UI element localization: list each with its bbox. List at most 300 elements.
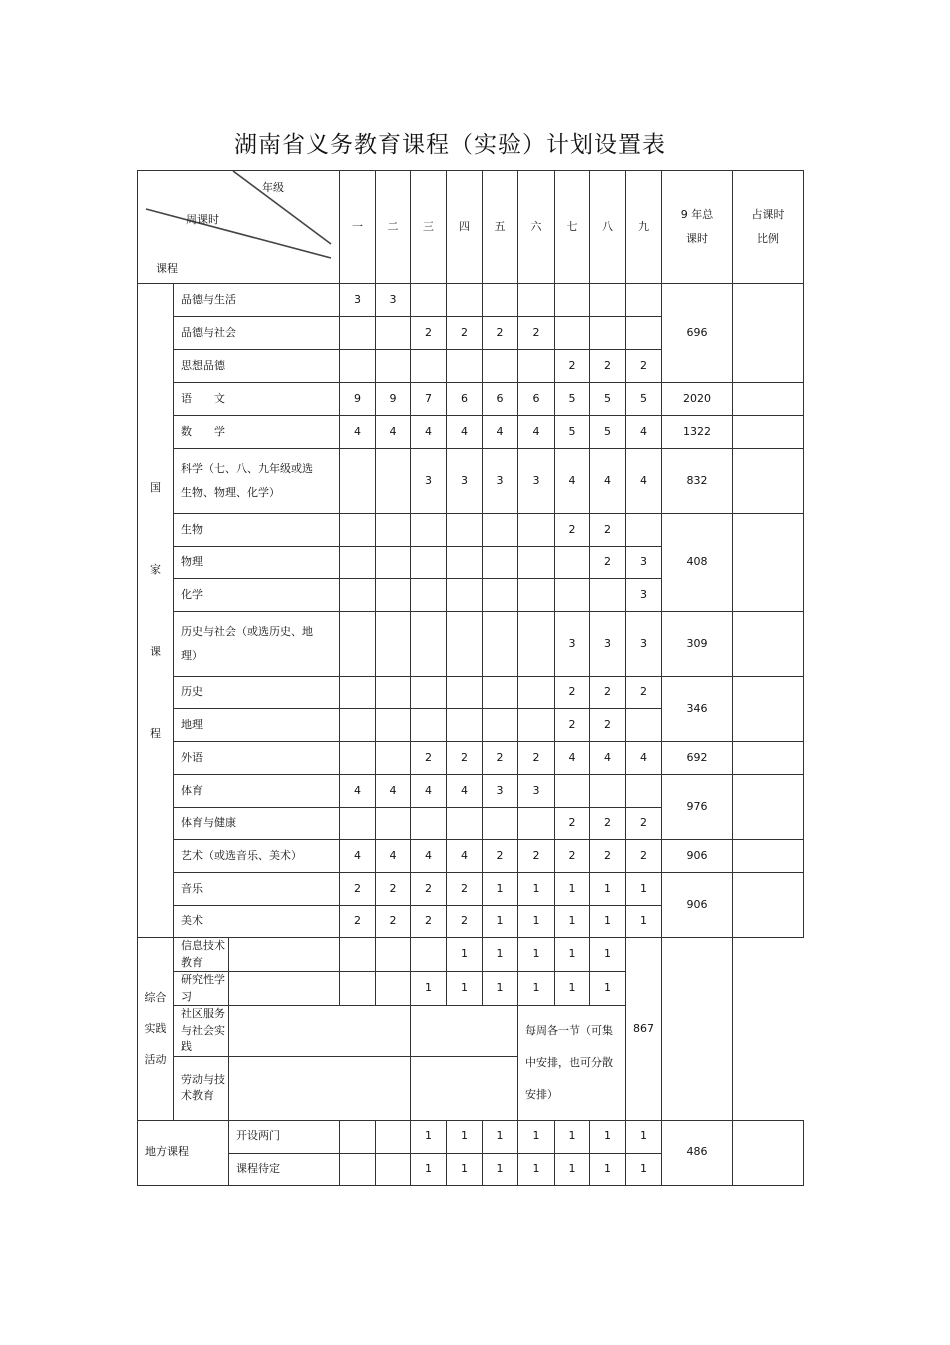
value-cell: 2 <box>411 317 447 350</box>
value-cell: 2 <box>411 906 447 938</box>
value-cell <box>340 514 376 547</box>
value-cell <box>340 350 376 383</box>
value-cell <box>411 579 447 612</box>
value-cell: 3 <box>483 775 518 808</box>
value-cell <box>376 677 411 709</box>
ratio-cell <box>733 449 804 514</box>
total-hours-cell: 976 <box>662 775 733 840</box>
value-cell: 2 <box>340 906 376 938</box>
value-cell <box>555 547 590 579</box>
value-cell <box>340 938 376 972</box>
value-cell <box>555 775 590 808</box>
value-cell <box>376 1153 411 1185</box>
value-cell: 4 <box>555 449 590 514</box>
value-cell: 3 <box>555 612 590 677</box>
value-cell <box>411 612 447 677</box>
total-hours-cell: 486 <box>662 1120 733 1185</box>
empty-cell <box>411 1056 518 1120</box>
value-cell: 1 <box>411 972 447 1006</box>
value-cell <box>340 579 376 612</box>
value-cell: 2 <box>590 808 626 840</box>
comprehensive-label-line: 实践 <box>144 1022 167 1036</box>
subject-name: 开设两门 <box>229 1120 340 1153</box>
national-course-label <box>138 284 174 938</box>
value-cell: 4 <box>376 775 411 808</box>
value-cell: 1 <box>590 972 626 1006</box>
value-cell <box>376 547 411 579</box>
value-cell <box>447 612 483 677</box>
value-cell: 1 <box>483 1153 518 1185</box>
value-cell: 4 <box>411 775 447 808</box>
value-cell: 2 <box>376 873 411 906</box>
value-cell <box>626 775 662 808</box>
value-cell <box>411 709 447 742</box>
table-row <box>138 677 804 709</box>
value-cell <box>447 808 483 840</box>
value-cell <box>340 612 376 677</box>
value-cell: 1 <box>447 1120 483 1153</box>
subject-name: 语 文 <box>174 383 340 416</box>
empty-cell <box>411 1006 518 1057</box>
value-cell: 7 <box>411 383 447 416</box>
value-cell: 6 <box>447 383 483 416</box>
value-cell: 2 <box>518 742 555 775</box>
grade-header: 四 <box>447 171 483 284</box>
value-cell: 1 <box>555 938 590 972</box>
subject-name <box>174 449 340 514</box>
table-row <box>138 284 804 317</box>
total-hours-cell: 867 <box>626 938 662 1121</box>
value-cell <box>555 317 590 350</box>
value-cell: 1 <box>483 972 518 1006</box>
grade-header: 五 <box>483 171 518 284</box>
value-cell <box>483 808 518 840</box>
table-row <box>138 938 804 972</box>
value-cell <box>340 742 376 775</box>
value-cell <box>483 284 518 317</box>
subject-name: 化学 <box>174 579 340 612</box>
table-row <box>138 514 804 547</box>
value-cell: 1 <box>555 1153 590 1185</box>
national-label-char: 国 <box>150 480 161 494</box>
subject-name-line1: 科学（七、八、九年级或选 <box>181 461 313 475</box>
value-cell <box>376 938 411 972</box>
value-cell: 1 <box>626 906 662 938</box>
value-cell <box>411 808 447 840</box>
value-cell: 2 <box>518 840 555 873</box>
value-cell <box>626 514 662 547</box>
ratio-cell <box>733 416 804 449</box>
value-cell: 4 <box>590 742 626 775</box>
value-cell: 1 <box>590 906 626 938</box>
value-cell <box>376 449 411 514</box>
value-cell <box>376 742 411 775</box>
total-hours-cell: 346 <box>662 677 733 742</box>
value-cell <box>483 612 518 677</box>
value-cell <box>340 709 376 742</box>
value-cell <box>590 284 626 317</box>
value-cell: 2 <box>411 742 447 775</box>
subject-name-line2: 生物、物理、化学） <box>181 486 280 499</box>
ratio-cell <box>733 840 804 873</box>
value-cell <box>411 547 447 579</box>
value-cell: 1 <box>590 1120 626 1153</box>
value-cell <box>340 808 376 840</box>
value-cell <box>376 514 411 547</box>
value-cell <box>590 775 626 808</box>
value-cell: 2 <box>626 677 662 709</box>
value-cell <box>229 938 340 972</box>
subject-name: 社区服务与社会实践 <box>174 1006 229 1057</box>
value-cell: 4 <box>376 416 411 449</box>
subject-name: 外语 <box>174 742 340 775</box>
value-cell: 1 <box>518 972 555 1006</box>
table-row <box>138 775 804 808</box>
value-cell: 2 <box>626 350 662 383</box>
value-cell: 3 <box>626 547 662 579</box>
value-cell: 5 <box>590 383 626 416</box>
value-cell: 2 <box>590 350 626 383</box>
value-cell: 6 <box>518 383 555 416</box>
course-label: 课程 <box>156 262 178 275</box>
value-cell <box>447 709 483 742</box>
value-cell: 1 <box>590 1153 626 1185</box>
ratio-cell <box>733 1120 804 1185</box>
value-cell: 1 <box>483 906 518 938</box>
value-cell: 1 <box>483 1120 518 1153</box>
ratio-cell <box>733 383 804 416</box>
subject-name: 研究性学习 <box>174 972 229 1006</box>
value-cell: 2 <box>555 840 590 873</box>
value-cell <box>518 612 555 677</box>
value-cell <box>518 808 555 840</box>
value-cell <box>626 317 662 350</box>
value-cell <box>447 514 483 547</box>
value-cell: 1 <box>555 906 590 938</box>
value-cell: 1 <box>411 1153 447 1185</box>
national-label-char: 课 <box>150 644 161 658</box>
ratio-cell <box>733 873 804 938</box>
table-row <box>138 840 804 873</box>
subject-name: 信息技术教育 <box>174 938 229 972</box>
subject-name: 课程待定 <box>229 1153 340 1185</box>
value-cell: 1 <box>555 873 590 906</box>
subject-name: 数 学 <box>174 416 340 449</box>
value-cell: 3 <box>590 612 626 677</box>
value-cell: 5 <box>590 416 626 449</box>
total-hours-cell: 1322 <box>662 416 733 449</box>
value-cell: 2 <box>590 547 626 579</box>
diagonal-header-cell <box>138 171 340 284</box>
value-cell: 4 <box>626 742 662 775</box>
value-cell: 1 <box>590 873 626 906</box>
table-row <box>138 1120 804 1153</box>
value-cell: 2 <box>376 906 411 938</box>
total-hours-cell: 832 <box>662 449 733 514</box>
value-cell <box>626 709 662 742</box>
value-cell: 1 <box>518 873 555 906</box>
value-cell: 4 <box>518 416 555 449</box>
value-cell: 1 <box>518 1120 555 1153</box>
value-cell <box>555 579 590 612</box>
value-cell: 4 <box>447 840 483 873</box>
value-cell: 4 <box>376 840 411 873</box>
value-cell <box>340 972 376 1006</box>
value-cell: 1 <box>626 1120 662 1153</box>
value-cell <box>376 579 411 612</box>
subject-name-line1: 历史与社会（或选历史、地 <box>181 624 313 638</box>
value-cell: 4 <box>411 416 447 449</box>
comprehensive-label-line: 综合 <box>144 991 167 1005</box>
value-cell <box>518 284 555 317</box>
value-cell <box>518 514 555 547</box>
value-cell <box>411 677 447 709</box>
value-cell: 3 <box>483 449 518 514</box>
value-cell: 1 <box>447 972 483 1006</box>
ratio-line2: 比例 <box>757 232 780 245</box>
value-cell: 1 <box>518 906 555 938</box>
value-cell <box>447 579 483 612</box>
value-cell <box>340 677 376 709</box>
value-cell: 1 <box>447 1153 483 1185</box>
grade-header: 九 <box>626 171 662 284</box>
empty-cell <box>229 1006 411 1057</box>
comprehensive-schedule-note <box>518 1006 626 1121</box>
total-hours-cell: 408 <box>662 514 733 612</box>
value-cell: 3 <box>411 449 447 514</box>
comprehensive-note-line: 安排） <box>525 1087 559 1101</box>
grade-header: 二 <box>376 171 411 284</box>
value-cell <box>518 350 555 383</box>
subject-name: 音乐 <box>174 873 340 906</box>
subject-name: 品德与生活 <box>174 284 340 317</box>
table-row <box>138 171 804 284</box>
ratio-cell <box>733 677 804 742</box>
value-cell: 3 <box>376 284 411 317</box>
value-cell: 1 <box>518 1153 555 1185</box>
value-cell: 2 <box>626 840 662 873</box>
ratio-cell <box>733 612 804 677</box>
total-hours-header <box>662 171 733 284</box>
total-hours-cell: 906 <box>662 840 733 873</box>
value-cell <box>376 612 411 677</box>
value-cell <box>483 547 518 579</box>
table-row <box>138 416 804 449</box>
subject-name: 体育 <box>174 775 340 808</box>
comprehensive-note-line: 每周各一节（可集 <box>525 1023 614 1037</box>
value-cell <box>411 350 447 383</box>
value-cell: 1 <box>411 1120 447 1153</box>
subject-name: 品德与社会 <box>174 317 340 350</box>
value-cell: 4 <box>340 416 376 449</box>
subject-name: 思想品德 <box>174 350 340 383</box>
value-cell: 4 <box>340 775 376 808</box>
value-cell: 4 <box>447 775 483 808</box>
local-course-label: 地方课程 <box>138 1120 229 1185</box>
value-cell <box>447 677 483 709</box>
value-cell: 5 <box>555 416 590 449</box>
value-cell: 2 <box>555 808 590 840</box>
table-row <box>138 873 804 906</box>
value-cell: 4 <box>626 416 662 449</box>
value-cell: 2 <box>518 317 555 350</box>
value-cell <box>376 1120 411 1153</box>
grade-header: 七 <box>555 171 590 284</box>
table-row <box>138 449 804 514</box>
value-cell <box>447 350 483 383</box>
total-hours-cell: 2020 <box>662 383 733 416</box>
value-cell: 1 <box>483 873 518 906</box>
value-cell <box>340 547 376 579</box>
document-title: 湖南省义务教育课程（实验）计划设置表 <box>234 132 666 158</box>
value-cell: 3 <box>340 284 376 317</box>
value-cell: 2 <box>483 317 518 350</box>
ratio-cell <box>733 284 804 383</box>
value-cell <box>590 579 626 612</box>
value-cell: 2 <box>590 514 626 547</box>
total-hours-cell: 692 <box>662 742 733 775</box>
value-cell: 2 <box>447 317 483 350</box>
grade-header: 三 <box>411 171 447 284</box>
value-cell <box>518 677 555 709</box>
value-cell: 2 <box>626 808 662 840</box>
weekly-hours-label: 周课时 <box>186 213 219 226</box>
value-cell: 3 <box>626 579 662 612</box>
subject-name <box>174 612 340 677</box>
comprehensive-practice-label <box>138 938 174 1121</box>
subject-name: 生物 <box>174 514 340 547</box>
value-cell: 2 <box>340 873 376 906</box>
value-cell: 1 <box>483 938 518 972</box>
value-cell: 5 <box>555 383 590 416</box>
comprehensive-label-line: 活动 <box>144 1053 167 1067</box>
value-cell: 1 <box>626 1153 662 1185</box>
total-hours-cell: 906 <box>662 873 733 938</box>
value-cell: 2 <box>555 709 590 742</box>
value-cell: 2 <box>555 350 590 383</box>
value-cell <box>411 514 447 547</box>
value-cell: 1 <box>590 938 626 972</box>
total-hours-cell: 696 <box>662 284 733 383</box>
value-cell: 4 <box>411 840 447 873</box>
table-row <box>138 612 804 677</box>
value-cell <box>483 579 518 612</box>
subject-name: 物理 <box>174 547 340 579</box>
value-cell: 6 <box>483 383 518 416</box>
subject-name-line2: 理） <box>181 649 203 662</box>
value-cell <box>340 1153 376 1185</box>
value-cell: 2 <box>411 873 447 906</box>
subject-name: 地理 <box>174 709 340 742</box>
subject-name: 体育与健康 <box>174 808 340 840</box>
subject-name: 历史 <box>174 677 340 709</box>
table-row <box>138 742 804 775</box>
curriculum-plan-table <box>137 170 804 1186</box>
value-cell <box>447 547 483 579</box>
value-cell: 2 <box>483 742 518 775</box>
value-cell <box>376 317 411 350</box>
value-cell: 5 <box>626 383 662 416</box>
value-cell: 1 <box>626 873 662 906</box>
value-cell: 2 <box>447 906 483 938</box>
value-cell: 2 <box>590 840 626 873</box>
grade-header: 六 <box>518 171 555 284</box>
national-label-char: 程 <box>150 726 161 740</box>
value-cell <box>376 350 411 383</box>
total-line1: 9 年总 <box>680 207 714 221</box>
value-cell: 2 <box>555 677 590 709</box>
value-cell: 1 <box>555 972 590 1006</box>
value-cell <box>483 709 518 742</box>
subject-name: 美术 <box>174 906 340 938</box>
value-cell: 4 <box>590 449 626 514</box>
value-cell: 3 <box>518 775 555 808</box>
value-cell <box>518 709 555 742</box>
subject-name: 艺术（或选音乐、美术） <box>174 840 340 873</box>
value-cell <box>590 317 626 350</box>
value-cell: 1 <box>518 938 555 972</box>
total-line2: 课时 <box>686 232 709 245</box>
value-cell <box>340 449 376 514</box>
value-cell: 2 <box>590 677 626 709</box>
value-cell: 2 <box>590 709 626 742</box>
table-row <box>138 383 804 416</box>
value-cell: 3 <box>626 612 662 677</box>
ratio-header <box>733 171 804 284</box>
value-cell <box>340 317 376 350</box>
ratio-cell <box>733 775 804 840</box>
value-cell <box>555 284 590 317</box>
value-cell <box>483 350 518 383</box>
ratio-cell <box>733 742 804 775</box>
value-cell <box>229 972 340 1006</box>
value-cell: 1 <box>447 938 483 972</box>
value-cell: 4 <box>340 840 376 873</box>
total-hours-cell: 309 <box>662 612 733 677</box>
value-cell <box>626 284 662 317</box>
value-cell: 3 <box>518 449 555 514</box>
value-cell: 2 <box>447 873 483 906</box>
subject-name: 劳动与技术教育 <box>174 1056 229 1120</box>
empty-cell <box>229 1056 411 1120</box>
value-cell: 4 <box>626 449 662 514</box>
grade-header: 八 <box>590 171 626 284</box>
value-cell <box>340 1120 376 1153</box>
value-cell <box>411 284 447 317</box>
value-cell: 9 <box>376 383 411 416</box>
ratio-cell <box>662 938 733 1121</box>
value-cell <box>411 938 447 972</box>
value-cell <box>376 709 411 742</box>
value-cell <box>518 547 555 579</box>
value-cell: 2 <box>555 514 590 547</box>
national-label-char: 家 <box>150 562 161 576</box>
value-cell: 3 <box>447 449 483 514</box>
value-cell: 4 <box>555 742 590 775</box>
value-cell <box>447 284 483 317</box>
value-cell <box>376 808 411 840</box>
ratio-line1: 占课时 <box>751 207 785 221</box>
value-cell: 2 <box>447 742 483 775</box>
value-cell <box>376 972 411 1006</box>
grade-label: 年级 <box>262 181 284 194</box>
value-cell <box>518 579 555 612</box>
ratio-cell <box>733 514 804 612</box>
value-cell: 2 <box>483 840 518 873</box>
value-cell <box>483 677 518 709</box>
value-cell: 9 <box>340 383 376 416</box>
value-cell: 1 <box>555 1120 590 1153</box>
